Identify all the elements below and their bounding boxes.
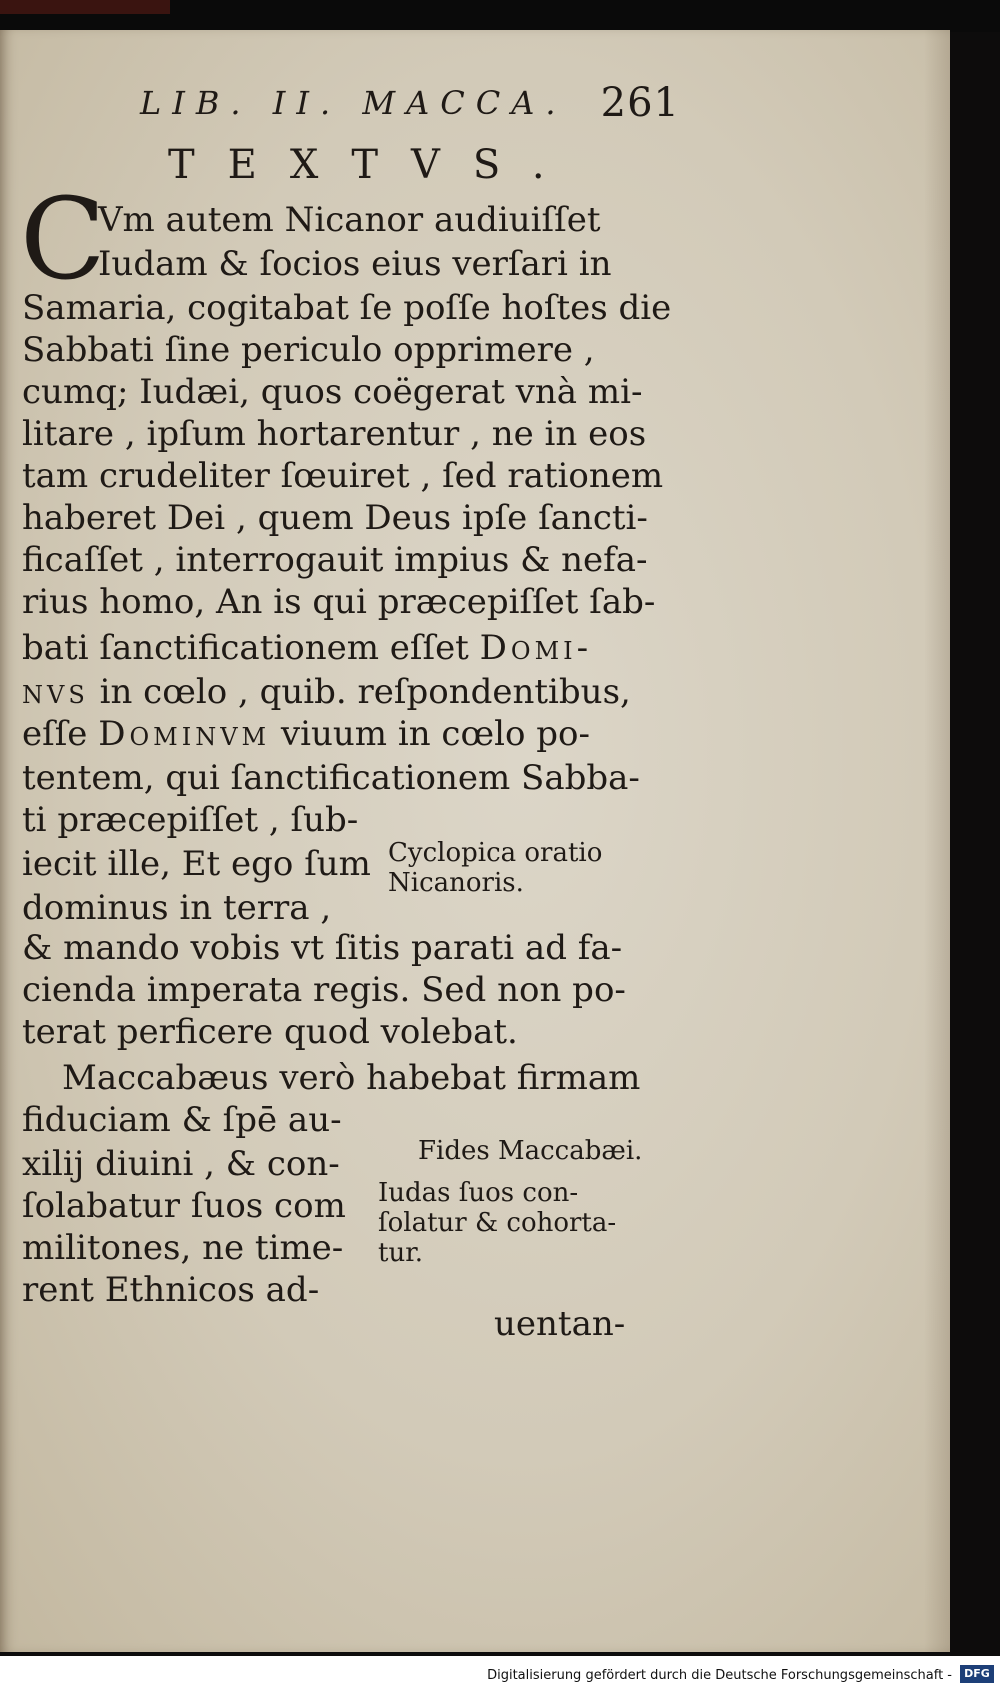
- margin-note: [378, 1178, 616, 1268]
- text-run: & mando vobis vt ſitis parati ad fa-: [22, 928, 623, 968]
- scan-top-strip: [0, 0, 1000, 32]
- drop-cap: C: [20, 175, 106, 305]
- text-run: cumq; Iudæi, quos coëgerat vnà mi-: [22, 372, 643, 412]
- margin-note-line: tur.: [378, 1238, 424, 1268]
- text-line: [22, 800, 358, 840]
- text-run: Maccabæus verò habebat firmam: [62, 1058, 641, 1098]
- funding-credit: Digitalisierung gefördert durch die Deutsche Forschungsgemeinschaft -: [487, 1668, 952, 1683]
- text-line: [62, 1058, 640, 1098]
- text-line: [98, 200, 601, 240]
- text-line: [22, 372, 642, 412]
- margin-note-line: Iudas ſuos con-: [378, 1178, 579, 1208]
- text-line: [22, 970, 626, 1010]
- text-run: Samaria, cogitabat ſe poſſe hoſtes die: [22, 288, 672, 328]
- text-line: [22, 414, 646, 454]
- text-run: tam crudeliter ſœuiret , ſed rationem: [22, 456, 664, 496]
- text-run: fiduciam & ſpē au-: [22, 1100, 342, 1140]
- text-line: [22, 844, 371, 884]
- small-caps-word: Dominvm: [98, 714, 271, 754]
- text-line: [22, 288, 671, 328]
- text-line: [22, 672, 631, 712]
- text-run: haberet Dei , quem Deus ipſe ſancti-: [22, 498, 648, 538]
- margin-note: [418, 1136, 642, 1166]
- text-line: [22, 928, 622, 968]
- text-line: [22, 1012, 518, 1052]
- text-line: [22, 1186, 346, 1226]
- small-caps-word: nvs: [22, 672, 89, 712]
- margin-note-line: ſolatur & cohorta-: [378, 1208, 617, 1238]
- margin-note: [388, 838, 602, 898]
- text-line: [22, 330, 595, 370]
- text-line: [22, 582, 655, 622]
- text-line: [22, 1228, 343, 1268]
- text-run: ti præcepiſſet , ſub-: [22, 800, 359, 840]
- text-run: viuum in cœlo po-: [270, 714, 590, 754]
- dfg-logo: DFG: [960, 1665, 994, 1683]
- text-run: ficaſſet , interrogauit impius & nefa-: [22, 540, 648, 580]
- text-line: [22, 1144, 340, 1184]
- text-run: Iudam & ſocios eius verſari in: [98, 244, 612, 284]
- margin-note-line: Fides Maccabæi.: [418, 1136, 643, 1166]
- section-heading: TEXTVS.: [168, 142, 578, 188]
- small-caps-word: Domi-: [479, 628, 593, 668]
- catchword: uentan-: [494, 1304, 626, 1344]
- digitization-footer: [0, 1656, 1000, 1692]
- margin-note-line: Cyclopica oratio: [388, 838, 603, 868]
- text-line: [22, 498, 648, 538]
- page-number: 261: [600, 80, 680, 126]
- text-line: [22, 628, 592, 668]
- text-line: [22, 714, 590, 754]
- text-run: Vm autem Nicanor audiuiſſet: [98, 200, 601, 240]
- text-line: [22, 540, 648, 580]
- text-run: rent Ethnicos ad-: [22, 1270, 320, 1310]
- text-run: eſſe: [22, 714, 99, 754]
- text-run: iecit ille, Et ego ſum: [22, 844, 371, 884]
- text-run: rius homo, An is qui præcepiſſet ſab-: [22, 582, 656, 622]
- text-line: [22, 1270, 319, 1310]
- text-line: [22, 1100, 342, 1140]
- text-run: Sabbati ſine periculo opprimere ,: [22, 330, 595, 370]
- text-line: [98, 244, 611, 284]
- text-run: litare , ipſum hortarentur , ne in eos: [22, 414, 647, 454]
- text-run: tentem, qui ſanctificationem Sabba-: [22, 758, 640, 798]
- text-run: terat perficere quod volebat.: [22, 1012, 518, 1052]
- running-header: [140, 80, 680, 128]
- text-line: [22, 758, 640, 798]
- page-edge-shadow: [924, 30, 950, 1652]
- text-run: cienda imperata regis. Sed non po-: [22, 970, 626, 1010]
- text-run: militones, ne time-: [22, 1228, 344, 1268]
- text-run: xilij diuini , & con-: [22, 1144, 340, 1184]
- running-title: LIB. II. MACCA.: [140, 84, 567, 122]
- text-run: in cœlo , quib. reſpondentibus,: [88, 672, 631, 712]
- binding-edge: [0, 0, 170, 14]
- text-run: ſolabatur ſuos com: [22, 1186, 346, 1226]
- text-line: [22, 888, 331, 928]
- text-line: [22, 456, 663, 496]
- text-run: bati ſanctificationem eſſet: [22, 628, 480, 668]
- margin-note-line: Nicanoris.: [388, 868, 524, 898]
- text-run: dominus in terra ,: [22, 888, 332, 928]
